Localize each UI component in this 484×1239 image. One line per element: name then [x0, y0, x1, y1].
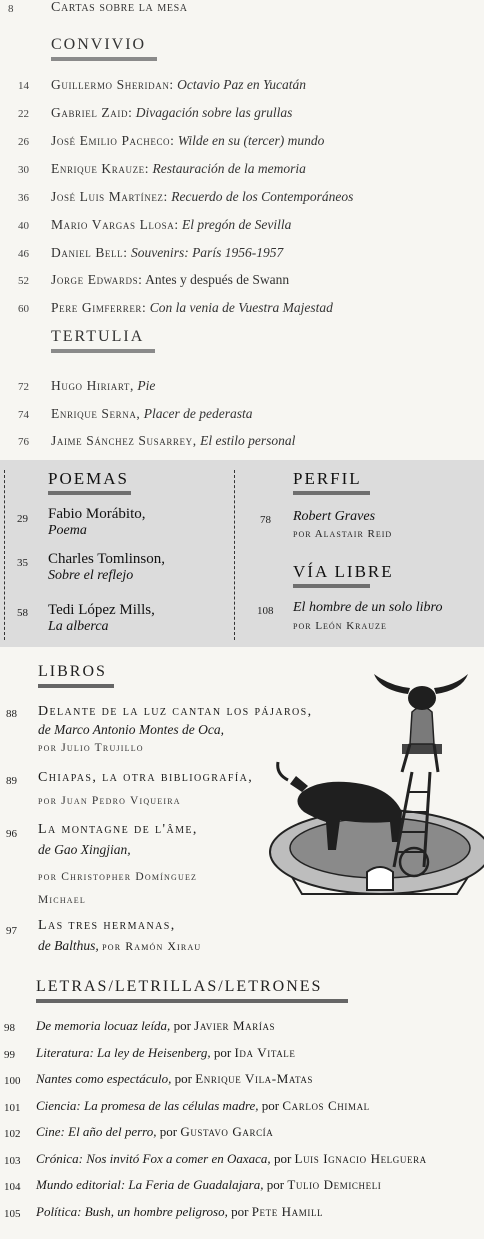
bullring-illustration: [262, 672, 484, 912]
por: por: [213, 1045, 232, 1060]
por: por: [261, 1098, 280, 1113]
reviewer-credit: Michael: [38, 894, 86, 906]
reviewer-credit: por Julio Trujillo: [38, 742, 144, 754]
book-author: de Marco Antonio Montes de Oca,: [38, 722, 224, 737]
heading-rule: [36, 999, 348, 1003]
section-heading-perfil: PERFIL: [293, 469, 362, 488]
page-number: 60: [18, 303, 29, 315]
page-number: 22: [18, 108, 29, 120]
dashed-divider: [4, 470, 5, 640]
section-heading-via-libre: VÍA LIBRE: [293, 562, 394, 581]
article-title: Ciencia: La promesa de las células madre,: [36, 1098, 259, 1113]
page-number: 52: [18, 275, 29, 287]
poem-title: Poema: [48, 523, 87, 538]
heading-rule: [51, 349, 155, 353]
author: Javier Marías: [194, 1018, 276, 1033]
page-number: 14: [18, 80, 29, 92]
page-number: 102: [4, 1128, 21, 1140]
page-number: 78: [260, 514, 271, 526]
author: Jorge Edwards:: [51, 272, 143, 287]
author: José Luis Martínez:: [51, 189, 168, 204]
author: Gabriel Zaid:: [51, 105, 133, 120]
page-number: 72: [18, 381, 29, 393]
page-number: 105: [4, 1208, 21, 1220]
bull-mask: [408, 686, 436, 710]
author: Tedi López Mills,: [48, 602, 155, 618]
author-credit: por León Krauze: [293, 620, 387, 632]
por: por: [174, 1071, 192, 1086]
page-number: 96: [6, 828, 17, 840]
author: Mario Vargas Llosa:: [51, 217, 179, 232]
figure-body: [410, 707, 434, 744]
author: Luis Ignacio Helguera: [294, 1151, 427, 1166]
author: Gustavo García: [180, 1124, 274, 1139]
article-title: El estilo personal: [200, 433, 296, 448]
heading-rule: [293, 491, 370, 495]
page-number: 8: [8, 3, 14, 15]
page-number: 76: [18, 436, 29, 448]
author: Carlos Chimal: [282, 1098, 370, 1113]
section-heading-poemas: POEMAS: [48, 469, 129, 488]
book-author: de Balthus,: [38, 938, 99, 953]
section-heading-libros: LIBROS: [38, 663, 107, 680]
section-heading-letras: LETRAS/LETRILLAS/LETRONES: [36, 978, 323, 995]
author: Fabio Morábito,: [48, 506, 146, 522]
page-number: 74: [18, 409, 29, 421]
article-title: Literatura: La ley de Heisenberg,: [36, 1045, 211, 1060]
article-title: Nantes como espectáculo,: [36, 1071, 172, 1086]
book-author: de Gao Xingjian,: [38, 842, 131, 857]
article-title: Pie: [137, 378, 156, 393]
por: por: [159, 1124, 178, 1139]
page-number: 46: [18, 248, 29, 260]
heading-rule: [293, 584, 370, 588]
dashed-divider: [234, 470, 235, 640]
article-title: De memoria locuaz leída,: [36, 1018, 171, 1033]
author: Charles Tomlinson,: [48, 551, 166, 567]
page-number: 30: [18, 164, 29, 176]
article-title: El hombre de un solo libro: [293, 600, 443, 615]
book-title: La montagne de l'âme,: [38, 822, 198, 837]
page-number: 29: [17, 513, 28, 525]
author-credit: por Alastair Reid: [293, 528, 393, 540]
article-title: Souvenirs: París 1956-1957: [130, 245, 284, 260]
book-title: Delante de la luz cantan los pájaros,: [38, 704, 313, 719]
reviewer-credit: por Ramón Xirau: [102, 941, 202, 953]
article-title: Crónica: Nos invitó Fox a comer en Oaxaca,: [36, 1151, 271, 1166]
heading-rule: [51, 57, 157, 61]
page-number: 103: [4, 1155, 21, 1167]
page-number: 99: [4, 1049, 15, 1061]
article-title: Cine: El año del perro,: [36, 1124, 157, 1139]
author: Tulio Demicheli: [287, 1177, 382, 1192]
author: Ida Vitale: [234, 1045, 296, 1060]
page-number: 98: [4, 1022, 15, 1034]
article-title: Placer de pederasta: [143, 406, 253, 421]
page-number: 97: [6, 925, 17, 937]
article-title: Recuerdo de los Contemporáneos: [171, 189, 354, 204]
por: por: [266, 1177, 285, 1192]
author: Hugo Hiriart,: [51, 378, 135, 393]
author: Guillermo Sheridan:: [51, 77, 174, 92]
page-number: 100: [4, 1075, 21, 1087]
por: por: [273, 1151, 292, 1166]
section-title-cartas[interactable]: Cartas sobre la mesa: [51, 0, 188, 15]
page-number: 36: [18, 192, 29, 204]
poem-title: Sobre el reflejo: [48, 568, 134, 583]
page-number: 88: [6, 708, 17, 720]
author: José Emilio Pacheco:: [51, 133, 175, 148]
poem-title: La alberca: [48, 619, 109, 634]
reviewer-credit: por Christopher Domínguez: [38, 871, 198, 883]
heading-rule: [48, 491, 131, 495]
page-number: 35: [17, 557, 28, 569]
author: Pere Gimferrer:: [51, 300, 147, 315]
article-title: Robert Graves: [293, 509, 376, 524]
por: por: [173, 1018, 191, 1033]
author: Daniel Bell:: [51, 245, 128, 260]
arena-gate: [367, 867, 393, 890]
author: Enrique Serna,: [51, 406, 141, 421]
author: Enrique Vila-Matas: [195, 1071, 314, 1086]
page-number: 26: [18, 136, 29, 148]
author: Jaime Sánchez Susarrey,: [51, 433, 197, 448]
heading-rule: [38, 684, 114, 688]
article-title: Restauración de la memoria: [152, 161, 306, 176]
page-number: 108: [257, 605, 274, 617]
article-title: Con la venia de Vuestra Majestad: [149, 300, 333, 315]
section-heading-tertulia: TERTULIA: [51, 328, 145, 345]
book-title: Chiapas, la otra bibliografía,: [38, 770, 254, 785]
article-title: El pregón de Sevilla: [182, 217, 292, 232]
article-title: Octavio Paz en Yucatán: [177, 77, 307, 92]
article-title: Antes y después de Swann: [145, 272, 290, 287]
page-number: 89: [6, 775, 17, 787]
article-title: Divagación sobre las grullas: [135, 105, 293, 120]
author: Enrique Krauze:: [51, 161, 150, 176]
page-number: 58: [17, 607, 28, 619]
page-number: 104: [4, 1181, 21, 1193]
section-heading-convivio: CONVIVIO: [51, 36, 147, 53]
por: por: [231, 1204, 249, 1219]
page-number: 101: [4, 1102, 21, 1114]
author: Pete Hamill: [251, 1204, 324, 1219]
article-title: Wilde en su (tercer) mundo: [177, 133, 325, 148]
book-title: Las tres hermanas,: [38, 918, 176, 933]
page-number: 40: [18, 220, 29, 232]
article-title: Mundo editorial: La Feria de Guadalajara,: [36, 1177, 264, 1192]
reviewer-credit: por Juan Pedro Viqueira: [38, 795, 181, 807]
article-title: Política: Bush, un hombre peligroso,: [36, 1204, 228, 1219]
